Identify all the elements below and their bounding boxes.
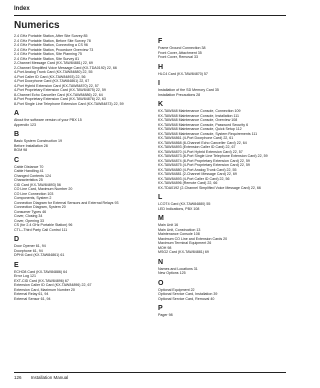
index-entry: Cable Handling 41 (14, 169, 44, 173)
index-entry: Components, System 2 (14, 196, 52, 200)
index-entry: ECHO8 Card (KX-TAW84886) 64 (14, 269, 68, 274)
index-entry: 4-Port Analog Trunk Card (KX-TAW84880) 22, 55 (14, 70, 93, 74)
index-entry: KX-TAW84870 (4-Port Hybrid Extension Card) 22, 57 (158, 149, 243, 154)
index-entry: 4-Port Doorphone Card (KX-TAW84861) 22, 67 (14, 79, 90, 83)
index-section (158, 259, 290, 276)
index-entry: 8-Port Proprietary Extension Card (KX-TAW84876) 22, 63 (14, 97, 106, 101)
section-letter: L (158, 194, 163, 201)
index-entry: Main Unit 16 (158, 223, 179, 227)
index-entry: Cover, Closing 34 (14, 214, 43, 218)
index-entry: DPH4 Card (KX-TAW84861) 61 (14, 253, 65, 257)
index-entry: CS (for 2.4 GHz Portable Station) 96 (14, 223, 73, 227)
index-entry: KX-TAW848 Maintenance Console, Password Security 6 (158, 122, 249, 127)
index-section (158, 194, 290, 211)
section-letter: I (158, 80, 160, 87)
index-entry: 8-Port Single Line Telephone Extension Card (KX-TAW84873) 22, 59 (14, 101, 124, 106)
index-entry: CTI—Third Party Call Control 111 (14, 227, 68, 232)
index-entry: 2.4 GHz Portable Station, Procedure Overview 73 (14, 47, 94, 52)
index-entry: KX-TAW848 Maintenance Console, Overview 108 (158, 118, 238, 122)
index-entry: 4-Port Hybrid Extension Card (KX-TAW84870) 22, 57 (14, 83, 99, 88)
index-entry: 4-Port Proprietary Extension Card (KX-TAW84875) 22, 59 (14, 88, 106, 92)
index-entry: Names and Locations 31 (158, 266, 198, 271)
index-section (158, 80, 290, 97)
index-section (14, 34, 146, 106)
index-entry: CO Line Connection 103 (14, 191, 54, 196)
section-letter: H (158, 63, 164, 71)
section-letter: F (158, 38, 163, 45)
index-entry: KX-TAW84874 (8-Port Proprietary Extension Card) 22, 59 (158, 158, 250, 163)
index-entry: Installation Precautions 28 (158, 92, 201, 97)
index-section (14, 157, 146, 233)
index-entry: Optional Service Card, Removal 40 (158, 296, 215, 301)
index-entry: KX-TDA0192 (2-Channel Simplified Voice Message Card) 22, 66 (158, 185, 261, 190)
section-letter: K (158, 101, 164, 108)
index-entry: 4-Port Caller ID Card (KX-TAW84893) 22, 56 (14, 74, 86, 79)
document-title: Installation Manual (30, 375, 69, 380)
section-letter: O (158, 279, 164, 287)
numerics-heading: Numerics (14, 20, 60, 31)
index-entry: CO Line Card, Maximum Number 20 (14, 187, 73, 191)
index-entry: External Sensor 61, 94 (14, 296, 51, 301)
index-entry: Frame Ground Connection 38 (158, 46, 206, 50)
index-entry: Pager 98 (158, 313, 173, 317)
index-entry: Front Cover, Attachment 35 (158, 50, 202, 55)
index-section (158, 305, 290, 318)
index-entry: New Options 125 (158, 271, 186, 275)
index-entry: Maximum CO Line and Extension Cards 20 (158, 236, 228, 241)
index-entry: KX-TAW84875 (4-Port Proprietary Extension Card) 22, 59 (158, 163, 250, 167)
index-entry: MSG2 Card (KX-TAW84881) 69 (158, 250, 209, 254)
section-letter: E (14, 261, 19, 269)
index-entry: 2.4 GHz Portable Station, Site Survey 81 (14, 56, 80, 61)
section-letter: D (14, 236, 20, 243)
index-section (158, 38, 290, 60)
index-entry: 2.4 GHz Portable Station, Before Site Survey 78 (14, 38, 91, 43)
index-entry: 2.4 GHz Portable Station, After Site Survey 85 (14, 34, 88, 38)
index-section (14, 262, 146, 302)
page-number: 126 (14, 375, 22, 380)
index-entry: KX-TAW84880 (4-Port Analog Trunk Card) 22, 55 (158, 167, 237, 172)
index-entry: Appendix 123 (14, 122, 36, 127)
section-letter: C (14, 156, 20, 164)
index-entry: Doorphone 61, 94 (14, 248, 43, 253)
page-footer (14, 372, 286, 380)
index-entry: Door Opener 61, 94 (14, 244, 46, 248)
index-entry: KX-TAW848 Maintenance Console, System Requirements 111 (158, 131, 258, 136)
index-entry: KX-TAW848 Maintenance Console, Quick Setup 112 (158, 127, 242, 131)
footer-divider (14, 372, 286, 373)
section-letter: P (158, 305, 163, 312)
index-entry: Characteristics 25 (14, 178, 43, 182)
index-entry: KX-TAW84873 (8-Port Single Line Telephone Extension Card) 22, 59 (158, 154, 268, 158)
index-entry: Connection Diagram for External Sensors and External Relays 93 (14, 200, 119, 205)
index-entry: 8-Channel Echo Canceller Card (KX-TAW84886) 22, 64 (14, 92, 103, 97)
index-entry: Maximum Terminal Equipment 26 (158, 241, 212, 245)
index-entry: Changed Contents 124 (14, 173, 51, 178)
index-entry: Basic System Construction 19 (14, 139, 62, 143)
index-entry: External Relay 61, 94 (14, 292, 49, 296)
index-entry: EXT-CID Card (KX-TAW84896) 67 (14, 278, 69, 283)
index-entry: BGM 98 (14, 148, 28, 152)
index-section (158, 64, 290, 77)
index-section (14, 236, 146, 258)
index-section (158, 280, 290, 302)
index-left-column (14, 34, 146, 304)
index-entry: 2.4 GHz Portable Station, Connecting a CS 96 (14, 43, 88, 47)
index-entry: LED Indications, PBX 108 (158, 206, 200, 211)
index-entry: Main Unit, Construction 13 (158, 227, 201, 232)
index-section (158, 215, 290, 255)
index-entry: CID Card (KX-TAW84893) 56 (14, 182, 61, 187)
header-divider (14, 15, 286, 16)
index-section (14, 131, 146, 153)
section-letter: N (158, 258, 164, 266)
index-entry: Consumer Types 46 (14, 209, 47, 214)
index-entry: KX-TAW84893 (4-Port Caller ID Card) 22, 56 (158, 176, 230, 181)
index-entry: Error Log 121 (14, 274, 36, 278)
index-entry: Installation of the SD Memory Card 35 (158, 88, 219, 92)
index-entry: KX-TAW84896 (Remote Card) 22, 66 (158, 181, 218, 185)
index-entry: 2-Channel Message Card (KX-TAW84881) 22, 69 (14, 61, 93, 65)
index-entry: About the software version of your PBX 15 (14, 118, 82, 122)
index-entry: KX-TAW84893 (Extension Caller ID Card) 22, 67 (158, 145, 236, 149)
index-entry: Optional Service Card, Installation 39 (158, 292, 218, 296)
index-entry: Connection Diagram, System 20 (14, 205, 66, 209)
index-entry: KX-TAW84881 (2-Channel Message Card) 22, 69 (158, 172, 237, 176)
index-entry: HLC4 Card (KX-TAW84870) 57 (158, 71, 208, 76)
index-entry: MOH 98 (158, 245, 172, 250)
section-letter: A (14, 110, 20, 117)
index-entry: Extension Card, Maximum Number 20 (14, 287, 75, 292)
page-header-title: Index (14, 6, 30, 12)
index-entry: KX-TAW848 Maintenance Console, Connection 109 (158, 109, 241, 113)
index-entry: KX-TAW848 Maintenance Console, Installation 111 (158, 113, 239, 118)
index-entry: KX-TAW84868 (8-Channel Echo Canceller Card) 22, 64 (158, 140, 247, 145)
section-letter: B (14, 131, 20, 138)
index-entry: Before Installation 28 (14, 143, 48, 148)
index-entry: Front Cover, Removal 33 (158, 55, 198, 59)
index-section (158, 101, 290, 190)
index-right-column (158, 34, 290, 321)
index-entry: Maintenance Console 108 (158, 232, 200, 236)
index-entry: 2-Channel Simplified Voice Message Card (KX-TDA0192) 22, 66 (14, 65, 117, 70)
index-section (14, 110, 146, 127)
index-entry: 2.4 GHz Portable Station, Site Planning 75 (14, 52, 82, 56)
index-entry: Extension Caller ID Card (KX-TAW84896) 22, 67 (14, 283, 92, 287)
index-entry: Cover, Opening 33 (14, 218, 44, 223)
section-letter: M (158, 215, 164, 222)
index-entry: Optional Equipment 22 (158, 287, 195, 292)
index-entry: LCOT4 Card (KX-TAW84880) 55 (158, 202, 211, 206)
index-entry: Cable Distance 70 (14, 164, 44, 169)
index-entry: KX-TAW84861 (4-Port Doorphone Card) 22, 61 (158, 136, 234, 140)
